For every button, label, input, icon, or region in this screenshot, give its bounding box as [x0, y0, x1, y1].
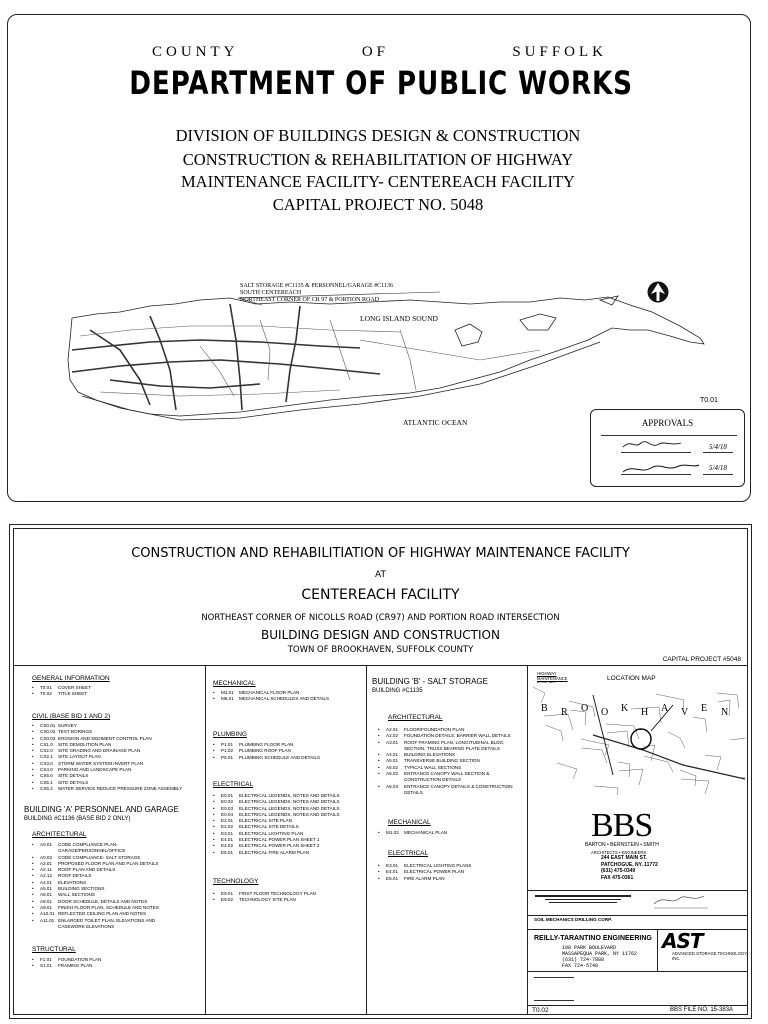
sheet-title: ELECTRICAL LEGENDS, NOTES AND DETAILS [239, 799, 340, 805]
civil-heading: CIVIL (BASE BID 1 AND 2) [32, 713, 111, 720]
division-title: DIVISION OF BUILDINGS DESIGN & CONSTRUCTION [175, 126, 581, 145]
bbs-logo: BBS [591, 807, 653, 844]
sheet-title: FRAMING PLAN [58, 963, 93, 969]
north-arrow-icon [646, 280, 670, 304]
sheet-title: ENTRANCE CANOPY DETAILS & CONSTRUCTION [404, 783, 513, 789]
signature-line-1 [621, 452, 691, 453]
sheet-title: TITLE SHEET [58, 691, 88, 697]
sheet-title: DETAILS [404, 789, 423, 795]
reilly-address-line: 100 PARK BOULEVARD [562, 945, 617, 951]
location-map-letter: O [581, 703, 589, 714]
sheet-number: E3.01 [221, 830, 234, 836]
sheet-title: REFLECTED CEILING PLAN AND NOTES [58, 911, 147, 917]
sheet-title: CASEWORK ELEVATIONS [58, 923, 115, 929]
sheet-number: CS5.2 [40, 785, 53, 791]
sheet-number: S1.01 [40, 963, 53, 969]
callout-line3: NORTHEAST CORNER OF CR 97 & PORTION ROAD [240, 297, 380, 303]
sheet-title: SURVEY [58, 723, 77, 728]
sheet-list-item [213, 696, 329, 702]
sheet-title: TECHNOLOGY SITE PLAN [239, 897, 296, 903]
location-map-letter: H [641, 707, 649, 718]
building-b-heading: BUILDING 'B' - SALT STORAGE [372, 677, 488, 686]
sheet-title: PLUMBING ROOF PLAN [239, 748, 291, 754]
location-map-letter: K [621, 703, 629, 714]
consultant-vdivider [657, 929, 658, 971]
sheet-list-item [32, 963, 101, 969]
sheet-title: SECTION, TRUSS BEARING PLATE DETAILS [404, 745, 500, 751]
revision-block [534, 977, 574, 1001]
building-design-construction: BUILDING DESIGN AND CONSTRUCTION [261, 628, 500, 642]
approvals-rule [601, 435, 737, 436]
sheet-title: ELECTRICAL POWER PLAN SHEET 1 [239, 837, 320, 843]
location-map-letter: N [721, 707, 729, 718]
sheet-number: A11.01 [40, 917, 55, 923]
sheet-number: A5.01 [386, 758, 399, 764]
sheet-list-item [378, 790, 513, 796]
sheet-title: MECHANICAL FLOOR PLAN [239, 690, 300, 695]
bbs-address [601, 855, 658, 881]
sheet-title: SITE LAYOUT PLAN [58, 754, 101, 760]
signature-1 [621, 437, 691, 451]
sheet-number: A5.02 [386, 764, 399, 770]
technology-list [213, 891, 316, 904]
architect-signature [650, 888, 710, 912]
sheet-number-title: T0.02 [532, 1007, 549, 1014]
suffolk-word: SUFFOLK [512, 44, 607, 60]
electrical-heading-a: ELECTRICAL [213, 781, 254, 788]
sheet-number: CS0.03 [40, 735, 56, 741]
approval-date-1: 5/4/18 [709, 443, 727, 451]
sheet-number: A5.01 [40, 886, 53, 892]
sheet-title: CODE COMPLIANCE PLAN- [58, 842, 118, 847]
sheet-title: CODE COMPLIANCE- SALT STORAGE [58, 854, 141, 860]
sheet-title: TEST BORINGS [58, 729, 93, 735]
sheet-title: ELECTRICAL SITE PLAN [239, 818, 292, 824]
sheet-number: CS0.01 [40, 723, 56, 728]
location-map [533, 675, 745, 795]
reilly-address-line: FAX 724-5740 [562, 963, 599, 969]
sheet-number: A0.02 [40, 854, 53, 860]
date-line-2 [703, 474, 733, 475]
sheet-title: WATER SERVICE REDUCE PRESSURE ZONE ASSEMBLY [58, 785, 183, 791]
ast-name: ADVANCED STORAGE TECHNOLOGY, INC. [672, 951, 748, 961]
mechanical-list-b [378, 830, 447, 836]
consultant-divider-2 [527, 915, 747, 916]
sheet-title: ELECTRICAL LEGENDS, NOTES AND DETAILS [239, 793, 340, 798]
sheet-number: E4.01 [386, 869, 399, 875]
sheet-title: FOUNDATION PLAN [58, 957, 102, 962]
building-a-heading: BUILDING 'A' PERSONNEL AND GARAGE [24, 805, 179, 814]
sheet-title: FOUNDATION DETAILS, BARRIER WALL DETAILS [404, 733, 511, 739]
sheet-list-item [213, 850, 340, 856]
consultant-divider-4 [527, 971, 747, 972]
sheet-number: P1.01 [221, 742, 234, 747]
sheet-title: SITE DETAILS [58, 779, 89, 785]
sheet-title: SITE DEMOLITION PLAN [58, 741, 112, 747]
callout-line1: SALT STORAGE #C1135 & PERSONNEL/GARAGE #C1136 [240, 283, 393, 289]
sheet-title: PLUMBING FLOOR PLAN [239, 742, 294, 747]
reilly-address-line: (631) 724-7888 [562, 957, 605, 963]
reilly-tarantino: REILLY-TARANTINO ENGINEERING [534, 935, 652, 942]
sheet-list-item [32, 691, 91, 697]
location-map-letter: E [701, 703, 708, 714]
sheet-number: E4.01 [221, 837, 234, 843]
sheet-title: PARKING AND LANDSCAPE PLAN [58, 767, 132, 773]
bbs-sub: ARCHITECTS • ENGINEERS [591, 850, 647, 855]
sheet-list-item [32, 786, 182, 792]
technology-heading: TECHNOLOGY [213, 878, 259, 885]
sheet-number: E0.04 [221, 811, 234, 817]
structural-list [32, 957, 101, 970]
ast-logo: AST [662, 929, 703, 953]
sheet-title: ROOF FRAMING PLAN, LONGITUDINAL BLDG. [404, 739, 505, 745]
sheet-title: FLOOR/FOUNDATION PLAN [404, 727, 465, 732]
sheet-title: ELECTRICAL LIGHTING PLANS [404, 863, 472, 868]
sheet-number: A4.01 [386, 752, 399, 758]
sheet-number: A0.01 [40, 842, 53, 847]
sheet-number: A3.01 [386, 739, 399, 745]
sheet-number: A10.01 [40, 911, 55, 917]
sheet-number-cover: T0.01 [700, 397, 718, 404]
sheet-number: E2.01 [221, 818, 234, 824]
sheet-title: GARAGE/PERSONNEL/OFFICE [58, 848, 126, 854]
sheet-number: CS5.0 [40, 773, 53, 779]
sheet-title: SITE DETAILS [58, 773, 89, 779]
sheet-title: CONSTRUCTION DETAILS [404, 777, 462, 783]
sheet-title: BUILDING SECTIONS [58, 886, 105, 892]
sheet-title: TRANSVERSE BUILDING SECTION [404, 758, 480, 764]
sheet-number: A6.02 [386, 771, 399, 777]
sheet-title: COVER SHEET [58, 685, 91, 690]
sheet-number: M6.01 [221, 696, 234, 702]
general-info-list [32, 685, 91, 698]
sheet-title: ELEVATIONS [58, 879, 87, 885]
facility-name: CENTEREACH FACILITY [301, 587, 460, 603]
title-sheet [9, 524, 752, 1019]
date-line-1 [703, 452, 733, 453]
engineer-stamp-block [535, 895, 631, 915]
reilly-address [562, 945, 637, 969]
architectural-heading-b: ARCHITECTURAL [388, 714, 443, 721]
location-map-letter: A [661, 703, 669, 714]
consultant-divider-3 [527, 929, 747, 930]
sheet-title: ENTRANCE CANOPY WALL SECTION & [404, 771, 490, 777]
sheet-number: A2.12 [40, 873, 53, 879]
sheet-number: E2.02 [221, 824, 234, 830]
sheet-title: TYPICAL WALL SECTIONS [404, 764, 462, 770]
sheet-number: CS2.1 [40, 754, 53, 760]
sheet-title: ELECTRICAL FIRE ALARM PLAN [239, 849, 310, 855]
sheet-title: ELECTRICAL LEGENDS, NOTES AND DETAILS [239, 805, 340, 811]
sheet-number: E5.01 [221, 849, 234, 855]
bbs-name: BARTON • BERNSTEIN • SMITH [585, 842, 659, 848]
approval-date-2: 5/4/18 [709, 464, 727, 472]
sheet-list-item [378, 876, 471, 882]
col-divider-2 [366, 665, 367, 1015]
sheet-number: CS3.0 [40, 760, 53, 766]
project-title-line1: CONSTRUCTION & REHABILITATION OF HIGHWAY [182, 150, 574, 169]
sheet-title: BUILDING ELEVATIONS [404, 752, 456, 758]
mechanical-heading-a: MECHANICAL [213, 680, 256, 687]
bbs-address-line: PATCHOGUE, NY. 11772 [601, 861, 658, 868]
sheet-list-item [213, 897, 316, 903]
approvals-title: APPROVALS [641, 418, 694, 428]
sheet-title: DOOR SCHEDULE, DETAILS AND NOTES [58, 898, 148, 904]
bbs-address-line: 244 EAST MAIN ST. [601, 855, 647, 861]
architectural-list-b [378, 727, 513, 796]
sheet-title: MECHANICAL PLAN [404, 830, 448, 835]
sheet-title: ROOF PLAN AND DETAILS [58, 867, 116, 873]
map-callout [240, 283, 393, 304]
sheet-number: F1.01 [40, 957, 52, 962]
sheet-number: A2.01 [386, 727, 399, 732]
signature-line-2 [621, 474, 691, 475]
plumbing-list [213, 742, 320, 761]
of-word: OF [361, 44, 389, 60]
sheet-number: A6.03 [386, 783, 399, 789]
sheet-number: E4.02 [221, 843, 234, 849]
reilly-address-line: MASSAPEQUA PARK, NY 11762 [562, 951, 638, 957]
sheet-number: CS0.02 [40, 729, 56, 735]
sheet-title: FIRE ALARM PLAN [404, 875, 445, 881]
sheet-title: FIRST FLOOR TECHNOLOGY PLAN [239, 891, 316, 896]
sheet-title: ELECTRICAL LEGENDS, NOTES AND DETAILS [239, 811, 340, 817]
sheet-title: ROOF DETAILS [58, 873, 92, 879]
col-divider-3 [527, 665, 528, 1015]
long-island-sound-label: LONG ISLAND SOUND [360, 314, 438, 323]
sheet-number: A8.01 [40, 898, 53, 904]
plumbing-heading: PLUMBING [213, 731, 247, 738]
atlantic-ocean-label: ATLANTIC OCEAN [403, 418, 468, 427]
bbs-address-line: FAX 475-0361 [601, 874, 634, 881]
sheet-number: E0.02 [221, 799, 234, 805]
department-title: DEPARTMENT OF PUBLIC WORKS [129, 64, 633, 102]
location-map-label: LOCATION MAP [607, 675, 656, 682]
sheet-number: CS5.1 [40, 779, 53, 785]
sheet-number: A6.01 [40, 892, 53, 898]
structural-heading: STRUCTURAL [32, 946, 76, 953]
sheet-number: M1.01 [221, 690, 234, 695]
callout-line2: SOUTH CENTEREACH [240, 290, 302, 296]
sheet-title: FINISH FLOOR PLAN, SCHEDULE AND NOTES [58, 904, 159, 910]
sheet-number: T0.02 [40, 691, 52, 697]
town-county: TOWN OF BROOKHAVEN, SUFFOLK COUNTY [287, 645, 474, 655]
sheet-number: E5.01 [386, 875, 399, 881]
location-map-letter: V [681, 707, 689, 718]
sheet-title: EROSION AND SEDIMENT CONTROL PLAN [58, 735, 152, 741]
sheet-title: SITE GRADING AND DRAINAGE PLAN [58, 748, 141, 754]
bbs-file-number: BBS FILE NO. 15-383A [670, 1007, 734, 1013]
location-map-letter: R [561, 707, 568, 718]
capital-project-number: CAPITAL PROJECT NO. 5048 [272, 195, 484, 214]
mechanical-heading-b: MECHANICAL [388, 819, 431, 826]
electrical-list-a [213, 793, 340, 856]
sheet-number: T0.01 [40, 685, 52, 690]
title-at: AT [375, 570, 386, 580]
electrical-heading-b: ELECTRICAL [388, 850, 429, 857]
col-divider-1 [205, 665, 206, 1015]
county-word: COUNTY [152, 44, 239, 60]
sheet-number: E0.01 [221, 793, 234, 798]
civil-list [32, 723, 182, 792]
soil-mechanics: SOIL MECHANICS DRILLING CORP. [534, 917, 612, 922]
sheet-number: P1.02 [221, 748, 234, 754]
sheet-title: WALL SECTIONS [58, 892, 95, 898]
location-map-letter: O [601, 707, 609, 718]
sheet-title: ELECTRICAL SITE DETAILS [239, 824, 299, 830]
sheet-number: E0.03 [221, 805, 234, 811]
consultant-divider-1 [527, 890, 747, 891]
building-b-sub: BUILDING #C1135 [372, 688, 423, 694]
title-heading: CONSTRUCTION AND REHABILITIATION OF HIGHWAY MAINTENANCE FACILITY [131, 546, 630, 561]
sheet-number: A2.02 [386, 733, 399, 739]
sheet-title: ELECTRICAL POWER PLAN [404, 869, 465, 875]
project-title-line2: MAINTENANCE FACILITY- CENTEREACH FACILITY [181, 172, 575, 191]
building-a-sub: BUILDING #C1136 (BASE BID 2 ONLY) [24, 816, 131, 822]
approvals-box [590, 409, 745, 487]
bbs-address-line: (631) 475-0349 [601, 868, 636, 874]
sheet-number: E9.02 [221, 897, 234, 903]
sheet-number: E3.01 [386, 863, 399, 868]
sheet-number: A2.01 [40, 860, 53, 866]
sheet-title: MECHANICAL SCHEDULES AND DETAILS [239, 696, 330, 702]
capital-project: CAPITAL PROJECT #5048 [662, 656, 741, 663]
sheet-number: A9.01 [40, 904, 53, 910]
site-location: NORTHEAST CORNER OF NICOLLS ROAD (CR97) AND PORTION ROAD INTERSECTION [201, 613, 560, 623]
location-map-letter: B [541, 703, 548, 714]
mechanical-list-a [213, 690, 329, 703]
sheet-divider [527, 1005, 747, 1006]
sheet-list-item [213, 755, 320, 761]
sheet-number: CS1.0 [40, 741, 53, 747]
sheet-number: A2.11 [40, 867, 52, 873]
architectural-list-a [32, 842, 159, 930]
sheet-number: A4.01 [40, 879, 53, 885]
general-info-heading: GENERAL INFORMATION [32, 675, 110, 682]
sheet-title: ELECTRICAL POWER PLAN SHEET 2 [239, 843, 320, 849]
electrical-list-b [378, 863, 471, 882]
sheet-title: STORM WATER SYSTEM INVERT PLAN [58, 760, 144, 766]
sheet-title: PROPOSED FLOOR PLAN AND PLAN DETAILS [58, 860, 159, 866]
sheet-list-item [378, 830, 447, 836]
sheet-list-item [32, 924, 159, 930]
header-divider [14, 665, 747, 666]
sheet-title: ENLARGED TOILET PLAN, ELEVATIONS AND [58, 917, 156, 923]
sheet-title: ELECTRICAL LIGHTING PLAN [239, 830, 304, 836]
sheet-number: E9.01 [221, 891, 234, 896]
sheet-title: PLUMBING SCHEDULE AND DETAILS [239, 754, 321, 760]
sheet-number: CS4.0 [40, 767, 53, 773]
sheet-number: CS2.0 [40, 748, 53, 754]
sheet-number: M1.02 [386, 830, 399, 835]
highway-facility-label: HIGHWAY MAINTENANCE [537, 671, 568, 681]
architectural-heading-a: ARCHITECTURAL [32, 831, 87, 838]
sheet-number: P6.01 [221, 754, 234, 760]
